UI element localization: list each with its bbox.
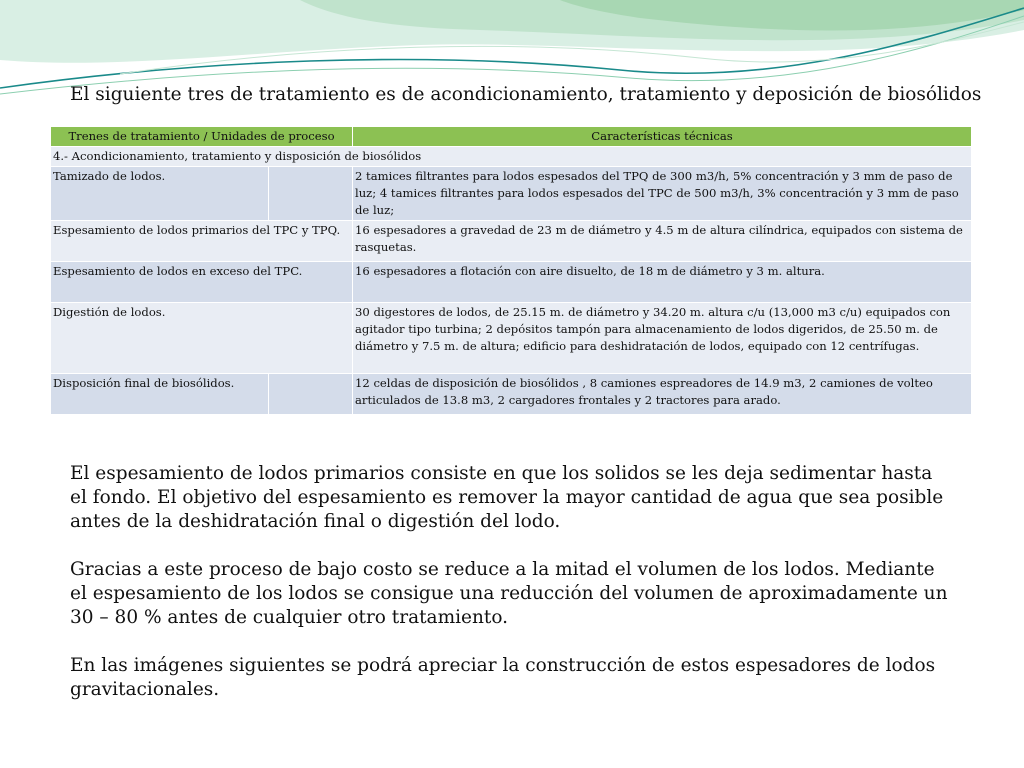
table-row: [51, 221, 971, 261]
body-text: [70, 462, 950, 726]
process-cell: Tamizado de lodos.: [51, 167, 268, 220]
process-cell: Espesamiento de lodos primarios del TPC y TPQ.: [51, 221, 352, 261]
table-row: [51, 303, 971, 373]
empty-cell: [269, 167, 352, 220]
header-process: Trenes de tratamiento / Unidades de proceso: [51, 127, 352, 146]
table-section-row: [51, 147, 971, 166]
section-label: 4.- Acondicionamiento, tratamiento y disposición de biosólidos: [51, 147, 971, 166]
technical-specs-table: [50, 126, 972, 415]
specs-cell: 12 celdas de disposición de biosólidos , 8 camiones espreadores de 14.9 m3, 2 camiones de volteo articulados de 13.8 m3, 2 cargadores frontales y 2 tractores para arado.: [353, 374, 971, 414]
specs-cell: 16 espesadores a gravedad de 23 m de diámetro y 4.5 m de altura cilíndrica, equipados con sistema de rasquetas.: [353, 221, 971, 261]
table-header-row: [51, 127, 971, 146]
specs-cell: 30 digestores de lodos, de 25.15 m. de diámetro y 34.20 m. altura c/u (13,000 m3 c/u) equipados con agitador tipo turbina; 2 depósitos tampón para almacenamiento de lodos digeridos, de 25.50 m. de diámetro y 7.5 m. de altura; edificio para deshidratación de lodos, equipado con 12 centrífugas.: [353, 303, 971, 373]
table-row: [51, 167, 971, 220]
paragraph-volume-reduction: Gracias a este proceso de bajo costo se reduce a la mitad el volumen de los lodos. Mediante el espesamiento de los lodos se consigue una reducción del volumen de aproximadamente un 30 – 80 % antes de cualquier otro tratamiento.: [70, 559, 948, 628]
process-cell: Espesamiento de lodos en exceso del TPC.: [51, 262, 352, 302]
slide-title: El siguiente tres de tratamiento es de acondicionamiento, tratamiento y deposición de biosólidos: [70, 84, 982, 105]
table-row: [51, 262, 971, 302]
process-cell: Digestión de lodos.: [51, 303, 352, 373]
specs-cell: 2 tamices filtrantes para lodos espesados del TPQ de 300 m3/h, 5% concentración y 3 mm de paso de luz; 4 tamices filtrantes para lodos espesados del TPC de 500 m3/h, 3% concentración y 3 mm de paso de luz;: [353, 167, 971, 220]
paragraph-images-note: En las imágenes siguientes se podrá apreciar la construcción de estos espesadores de lodos gravitacionales.: [70, 655, 936, 700]
empty-cell: [269, 374, 352, 414]
specs-cell: 16 espesadores a flotación con aire disuelto, de 18 m de diámetro y 3 m. altura.: [353, 262, 971, 302]
process-cell: Disposición final de biosólidos.: [51, 374, 268, 414]
paragraph-thickening: El espesamiento de lodos primarios consiste en que los solidos se les deja sedimentar hasta el fondo. El objetivo del espesamiento es remover la mayor cantidad de agua que sea posible antes de la deshidratación final o digestión del lodo.: [70, 463, 944, 532]
header-specs: Características técnicas: [353, 127, 971, 146]
table-row: [51, 374, 971, 414]
